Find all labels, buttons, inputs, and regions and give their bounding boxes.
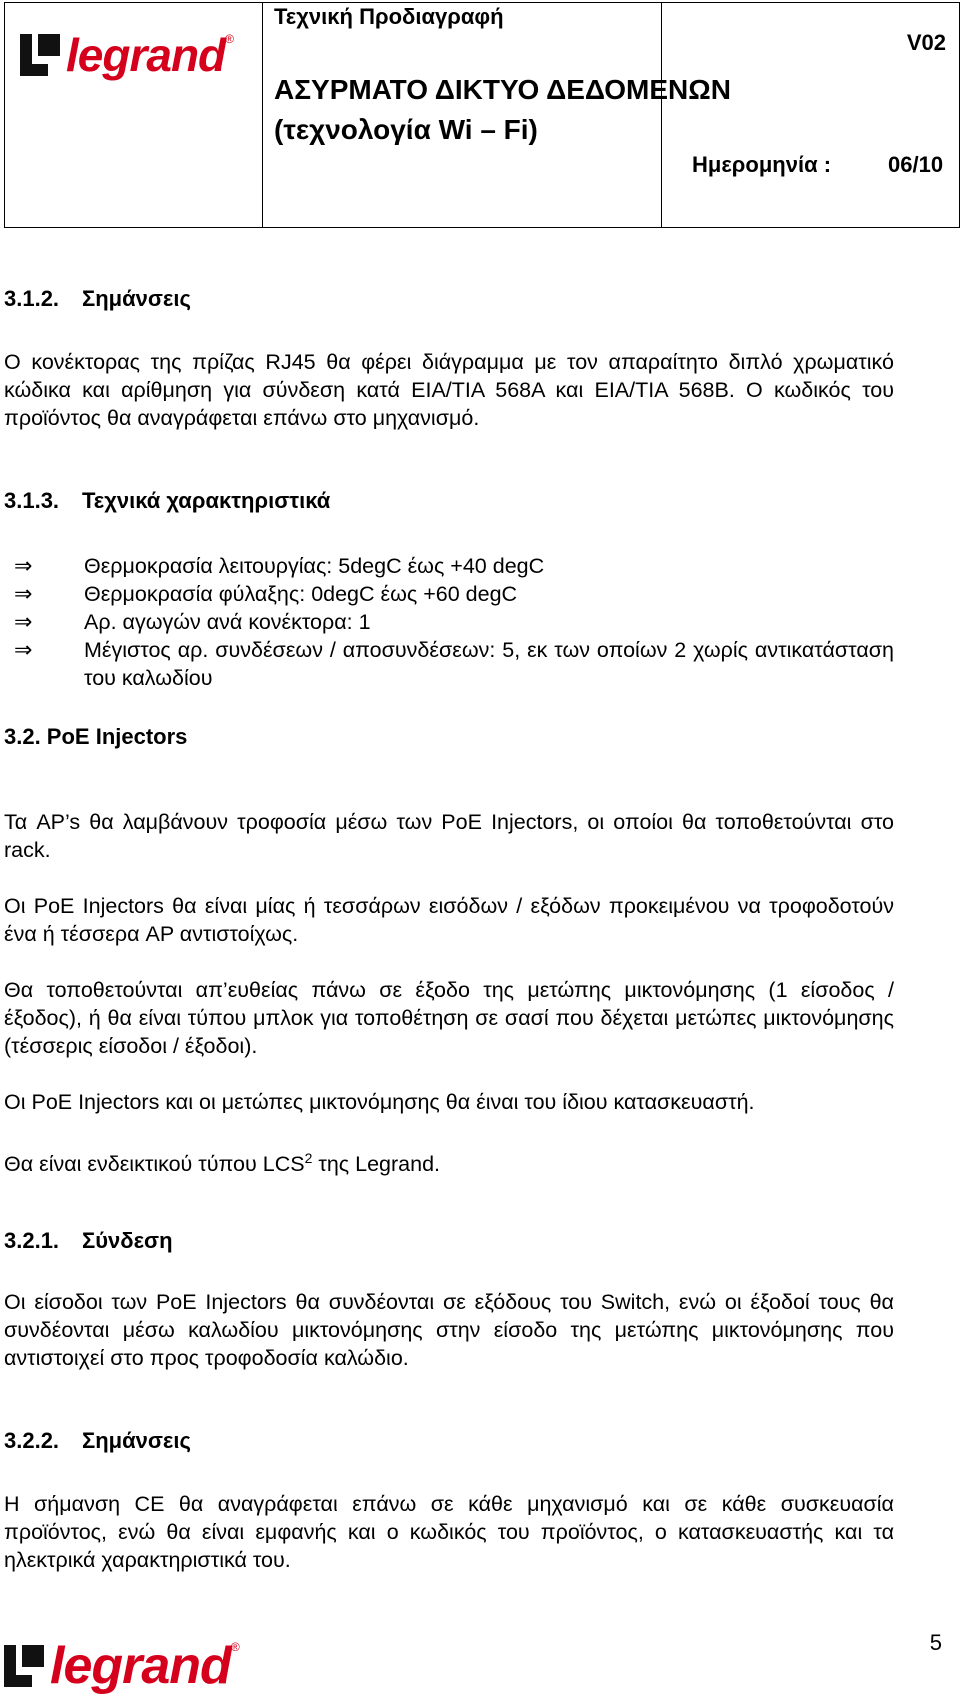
date-label: Ημερομηνία : (692, 152, 832, 177)
list-item-text: Θερμοκρασία λειτουργίας: 5degC έως +40 degC (84, 554, 545, 578)
section-paragraph-3-2-2: Η σήμανση CE θα αναγράφεται επάνω σε κάθε μηχανισμό και σε κάθε συσκευασία προϊόντος, ενώ θα είναι εμφανής και ο κωδικός του προϊόντος, ο κατασκευαστής και τα ηλεκτρικά χαρακτηριστικά του. (4, 1492, 894, 1572)
spec-bullet-list (14, 552, 894, 692)
document-title (274, 70, 731, 150)
list-item (14, 552, 894, 580)
section-heading-3-2: 3.2. PoE Injectors (4, 724, 188, 749)
section-heading-3-1-3 (4, 488, 330, 514)
lcs-text: Θα είναι ενδεικτικού τύπου LCS (4, 1152, 305, 1177)
arrow-icon: ⇒ (14, 553, 33, 578)
section-paragraph: Τα AP’s θα λαμβάνουν τροφοσία μέσω των PoE Injectors, οι οποίοι θα τοποθετούνται στο rack. (4, 810, 894, 862)
footer-logo-wordmark: legrand (50, 1637, 231, 1695)
version-label: V02 (906, 30, 946, 55)
lcs-superscript: 2 (304, 1150, 313, 1166)
list-item (14, 580, 894, 608)
document-title-line1: ΑΣΥΡΜΑΤΟ ΔΙΚΤΥΟ ΔΕΔΟΜΕΝΩΝ (274, 74, 731, 105)
footer-legrand-logo (4, 1636, 240, 1696)
arrow-icon: ⇒ (14, 637, 33, 662)
section-heading-3-1-2 (4, 286, 191, 312)
section-title: Σημάνσεις (82, 286, 191, 311)
arrow-icon: ⇒ (14, 609, 33, 634)
legrand-mark-icon (4, 1645, 44, 1687)
section-title: Σημάνσεις (82, 1428, 191, 1453)
list-item (14, 608, 894, 636)
legrand-logo (20, 28, 234, 82)
list-item-text: Αρ. αγωγών ανά κονέκτορα: 1 (84, 610, 371, 634)
arrow-icon: ⇒ (14, 581, 33, 606)
registered-icon: ® (225, 32, 234, 46)
section-title: Τεχνικά χαρακτηριστικά (82, 488, 331, 513)
section-paragraph-lcs (4, 1144, 894, 1178)
date-value: 06/10 (888, 152, 944, 177)
section-paragraph: Οι PoE Injectors θα είναι μίας ή τεσσάρων εισόδων / εξόδων προκειμένου να τροφοδοτούν ένα ή τέσσερα AP αντιστοίχως. (4, 894, 894, 946)
section-number: 3.2.2. (4, 1428, 60, 1453)
lcs-text-after: της Legrand. (312, 1152, 441, 1177)
list-item-text: Θερμοκρασία φύλαξης: 0degC έως +60 degC (84, 582, 518, 606)
section-number: 3.1.2. (4, 286, 60, 311)
document-title-line2: (τεχνολογία Wi – Fi) (274, 114, 538, 145)
section-heading-3-2-2 (4, 1428, 191, 1454)
paragraph: Ο κονέκτορας της πρίζας RJ45 θα φέρει διάγραμμα με τον απαραίτητο διπλό χρωματικό κώδικα και αρίθμηση για σύνδεση κατά EIA/TIA 568A και EIA/TIA 568B. Ο κωδικός του προϊόντος θα αναγράφεται επάνω στο μηχανισμό. (4, 350, 894, 430)
section-paragraph: Θα τοποθετούνται απ’ευθείας πάνω σε έξοδο της μετώπης μικτονόμησης (1 είσοδος / έξοδος), ή θα είναι τύπου μπλοκ για τοποθέτηση σε σασί που δέχεται μετώπες μικτονόμησης (τέσσερις είσοδοι / έξοδοι). (4, 978, 894, 1058)
legrand-mark-icon (20, 34, 60, 76)
registered-icon: ® (230, 1640, 240, 1654)
section-paragraph: Οι PoE Injectors και οι μετώπες μικτονόμησης θα έιναι του ίδιου κατασκευαστή. (4, 1090, 755, 1114)
section-paragraph-3-2-1: Οι είσοδοι των PoE Injectors θα συνδέονται σε εξόδους του Switch, ενώ οι έξοδοί τους θα συνδέονται μέσω καλωδίου μικτονόμησης στην είσοδο της μετώπης μικτονόμησης που αντιστοιχεί στο προς τροφοδοσία καλώδιο. (4, 1290, 894, 1370)
section-number: 3.2.1. (4, 1228, 60, 1253)
section-number: 3.1.3. (4, 488, 60, 513)
list-item (14, 636, 894, 692)
spec-title: Τεχνική Προδιαγραφή (274, 4, 504, 29)
page-number: 5 (929, 1630, 942, 1655)
section-heading-3-2-1 (4, 1228, 173, 1254)
logo-wordmark: legrand (66, 29, 226, 81)
section-paragraph-3-1-2 (4, 348, 894, 432)
section-title: Σύνδεση (82, 1228, 173, 1253)
list-item-text: Μέγιστος αρ. συνδέσεων / αποσυνδέσεων: 5, εκ των οποίων 2 χωρίς αντικατάσταση του καλωδίου (84, 638, 894, 690)
